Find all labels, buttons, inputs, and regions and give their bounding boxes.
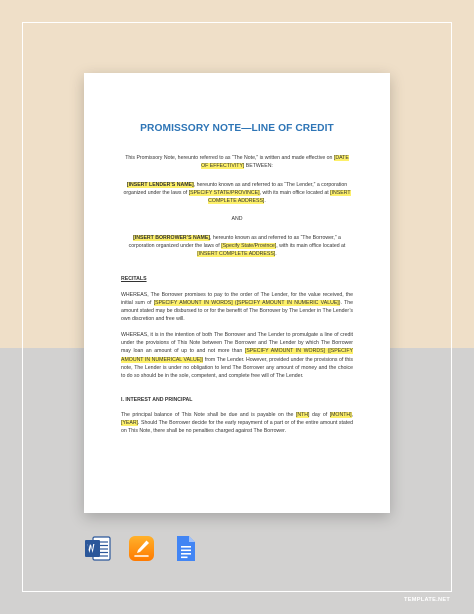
principal-text2: day of xyxy=(309,411,330,418)
intro-end: BETWEEN: xyxy=(244,163,273,170)
whereas1-amount-field: [SPECIFY AMOUNT IN WORDS] ([SPECIFY AMOUNT IN NUMERIC VALUE]) xyxy=(153,299,341,306)
lender-state-field: [SPECIFY STATE/PROVINCE] xyxy=(188,190,260,197)
word-icon[interactable] xyxy=(84,535,111,562)
principal-month-field: [MONTH] xyxy=(329,411,352,418)
google-docs-icon[interactable] xyxy=(172,535,199,562)
borrower-state-field: [Specify State/Province] xyxy=(221,242,277,249)
principal-end: . Should The Borrower decide for the early repayment of a part or of the entire amount stated on This Note, there shall be no penalties charged against The Borrower. xyxy=(121,419,353,434)
lender-end: . xyxy=(264,198,266,205)
whereas1-text: WHEREAS, The Borrower promises to pay to the order of The Lender, for the value received, the initial sum of xyxy=(121,291,353,306)
whereas2-end: from The Lender. However, provided under the provisions of this note, The Lender is under no obligation to lend The Borrower any amount of money and the choice to do so should be in the sole, competent, and complete free will of The Lender. xyxy=(121,356,353,379)
lender-address-field: [INSERT COMPLETE ADDRESS] xyxy=(208,190,351,205)
document-page xyxy=(84,73,390,513)
whereas-paragraph-2 xyxy=(121,331,353,380)
borrower-text: , hereunto known as and referred to as “The Borrower,” a corporation organized under the laws of xyxy=(128,234,341,249)
interest-principal-heading: I. INTEREST AND PRINCIPAL xyxy=(121,396,193,403)
borrower-text2: , with its main office located at xyxy=(276,242,346,249)
principal-paragraph xyxy=(121,411,353,435)
and-separator: AND xyxy=(231,216,243,223)
borrower-name-field: [INSERT BORROWER’S NAME] xyxy=(133,234,211,241)
principal-text: The principal balance of This Note shall be due and is payable on the xyxy=(121,411,296,418)
recitals-heading: RECITALS xyxy=(121,275,147,282)
intro-paragraph xyxy=(121,154,353,170)
date-of-effectivity-field: [DATE OF EFFECTIVITY] xyxy=(201,155,349,170)
lender-paragraph xyxy=(121,181,353,205)
google-docs-icon-graphic xyxy=(172,535,199,562)
lender-text: , hereunto known as and referred to as “The Lender,” a corporation organized under the laws of xyxy=(123,182,348,197)
template-net-watermark: TEMPLATE.NET xyxy=(404,597,451,603)
intro-text: This Promissory Note, hereunto referred to as “The Note,” is written and made effective on xyxy=(125,155,333,161)
principal-year-field: [YEAR] xyxy=(121,419,139,426)
document-title: PROMISSORY NOTE—LINE OF CREDIT xyxy=(140,123,334,134)
whereas2-amount-field: [SPECIFY AMOUNT IN WORDS] ([SPECIFY AMOUNT IN NUMERICAL VALUE]) xyxy=(121,348,353,363)
lender-text2: , with its main office located at xyxy=(259,190,331,197)
whereas1-end: . The amount stated may be disbursed to or for the benefit of The Borrower by The Lender in The Lender’s own discretion and free will. xyxy=(121,299,353,323)
pages-icon[interactable] xyxy=(128,535,155,562)
principal-comma: , xyxy=(351,411,354,418)
principal-nth-field: [NTH] xyxy=(295,411,310,418)
borrower-address-field: [INSERT COMPLETE ADDRESS] xyxy=(197,250,276,257)
word-icon-graphic xyxy=(84,535,111,562)
borrower-paragraph xyxy=(121,234,353,258)
pages-icon-graphic xyxy=(128,535,155,562)
whereas2-text: WHEREAS, it is in the intention of both The Borrower and The Lender to promulgate a line of credit under the provisions of This Note between The Borrower and The Lender by which The Borrower may loan an amount of up to and not more than xyxy=(121,332,353,355)
lender-name-field: [INSERT LENDER’S NAME] xyxy=(126,182,194,189)
borrower-end: . xyxy=(275,250,277,257)
whereas-paragraph-1 xyxy=(121,291,353,323)
